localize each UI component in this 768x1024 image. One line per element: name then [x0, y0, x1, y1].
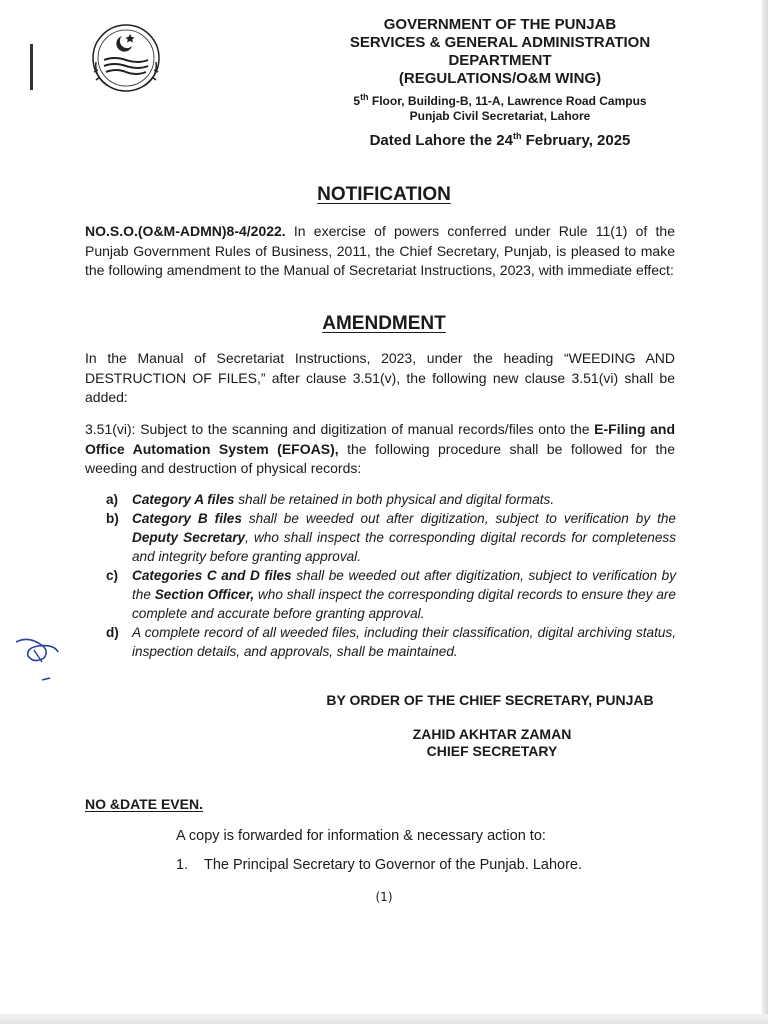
header-line-1: GOVERNMENT OF THE PUNJAB [383, 16, 617, 33]
header-line-3: DEPARTMENT [448, 52, 552, 69]
by-order-line: BY ORDER OF THE CHIEF SECRETARY, PUNJAB [326, 692, 654, 708]
address-line-2: Punjab Civil Secretariat, Lahore [409, 109, 591, 123]
list-item: d) A complete record of all weeded files, including their classification, digital archiving status, inspection details, and approvals, shall be maintained. [106, 625, 676, 659]
no-date-even: NO &DATE EVEN. [85, 796, 203, 812]
margin-mark [30, 44, 33, 90]
list-item: a) Category A files shall be retained in both physical and digital formats. [106, 492, 555, 507]
date-line: Dated Lahore the 24th February, 2025 [369, 131, 631, 149]
notification-paragraph: NO.S.O.(O&M-ADMN)8-4/2022. In exercise of powers conferred under Rule 11(1) of the Punjab Government Rules of Business, 2011, the Chief Secretary, Punjab, is pleased to make the following amendment to the Manual of Secretariat Instructions, 2023, with immediate effect: [85, 223, 675, 278]
notification-heading: NOTIFICATION [317, 184, 451, 205]
header-line-4: (REGULATIONS/O&M WING) [398, 70, 602, 87]
signatory-title: CHIEF SECRETARY [426, 743, 558, 759]
clause-paragraph: 3.51(vi): Subject to the scanning and digitization of manual records/files onto the E-Filing and Office Automation System (EFOAS), the following procedure shall be followed for the weeding and destruction of physical records: [85, 421, 676, 476]
amendment-heading: AMENDMENT [322, 313, 446, 334]
handwritten-initial [14, 632, 62, 688]
procedure-list [106, 490, 676, 661]
copy-list-item: 1. The Principal Secretary to Governor of the Punjab. Lahore. [176, 857, 583, 873]
address-line-1: 5th Floor, Building-B, 11-A, Lawrence Road Campus [353, 92, 647, 108]
page-bottom-edge [0, 1014, 768, 1024]
punjab-government-logo [84, 22, 168, 94]
page-number: (1) [375, 890, 393, 904]
copy-forward-text: A copy is forwarded for information & necessary action to: [176, 828, 546, 844]
header-line-2: SERVICES & GENERAL ADMINISTRATION [349, 34, 651, 51]
signatory-name: ZAHID AKHTAR ZAMAN [412, 726, 572, 742]
page-edge [762, 0, 768, 1024]
amendment-intro: In the Manual of Secretariat Instructions, 2023, under the heading “WEEDING AND DESTRUCTION OF FILES,” after clause 3.51(v), the following new clause 3.51(vi) shall be added: [85, 350, 675, 405]
list-item: b) Category B files shall be weeded out after digitization, subject to verification by the Deputy Secretary, who shall inspect the corresponding digital records for completeness and integrity before granting approval. [106, 511, 676, 564]
list-item: c) Categories C and D files shall be weeded out after digitization, subject to verification by the Section Officer, who shall inspect the corresponding digital records to ensure they are complete and accurate before granting approval. [106, 568, 677, 621]
